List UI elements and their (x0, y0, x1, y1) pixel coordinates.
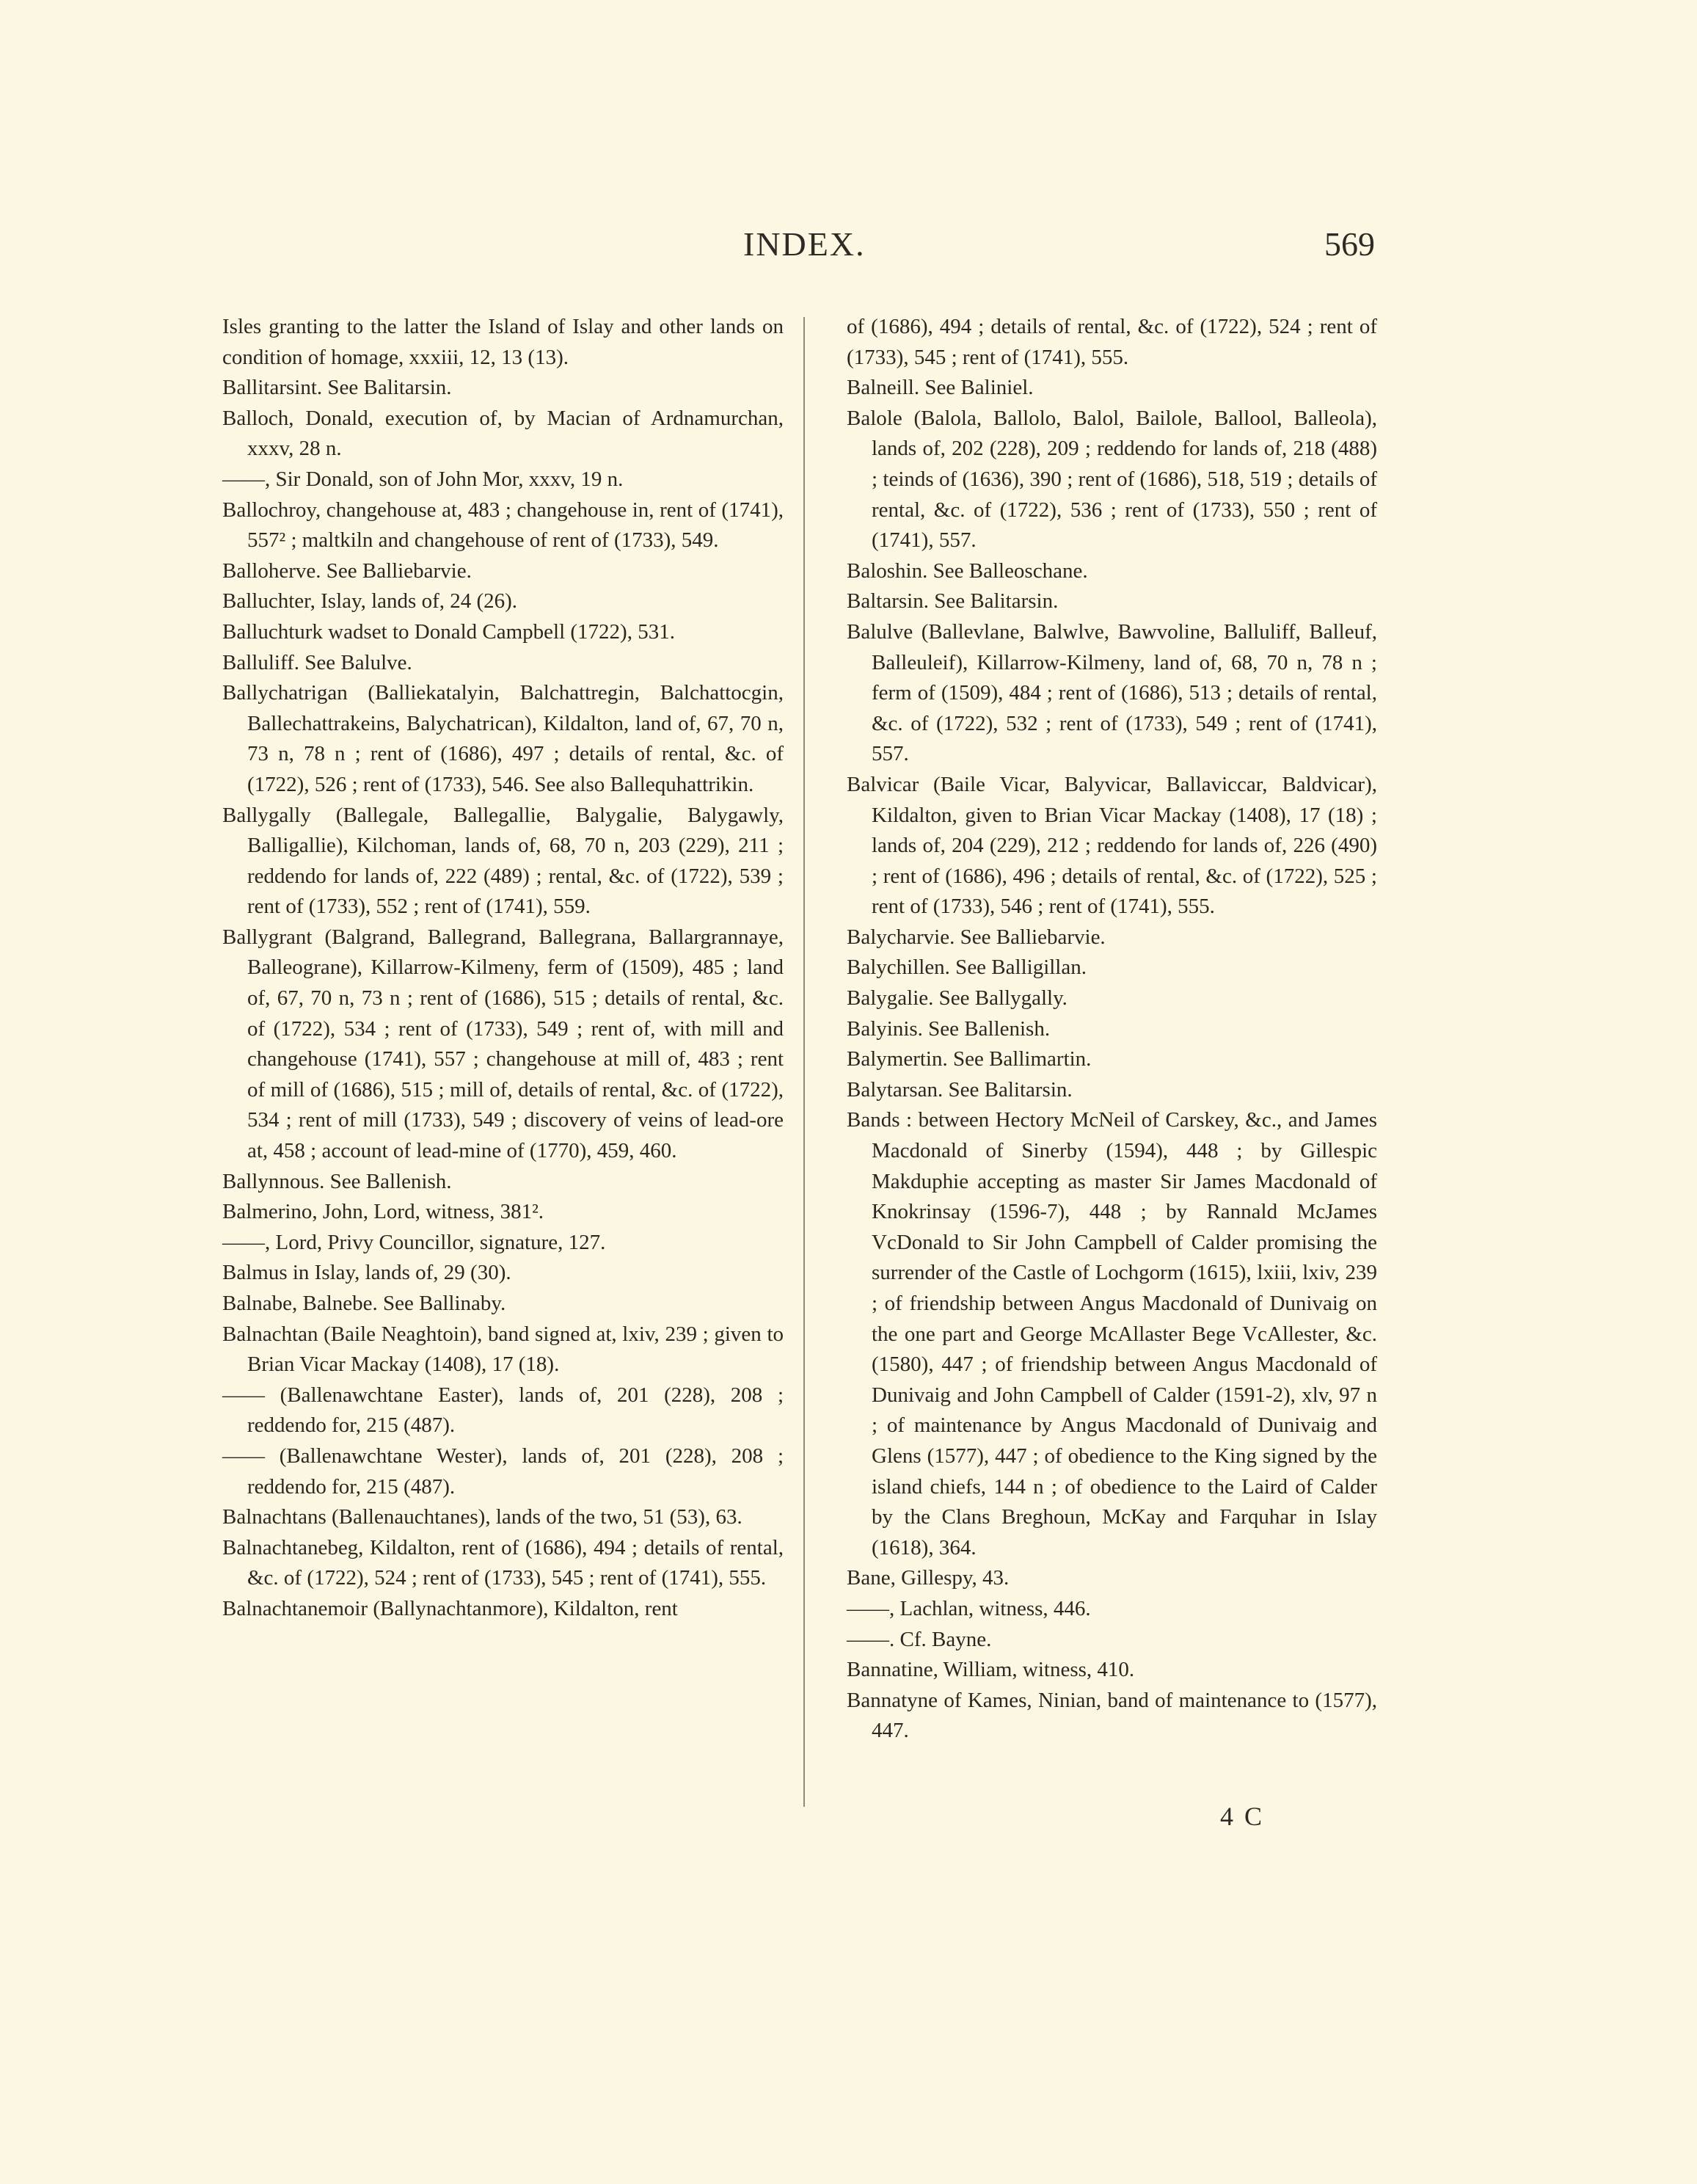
index-entry: Balnachtanemoir (Ballynachtanmore), Kildalton, rent (222, 1596, 678, 1620)
index-entry: Bane, Gillespy, 43. (847, 1566, 1010, 1590)
index-entry: Ballynnous. See Ballenish. (222, 1169, 452, 1193)
index-entry: Balychillen. See Balligillan. (847, 956, 1087, 980)
index-entry: of (1686), 494 ; details of rental, &c. of (1722), 524 ; rent of (1733), 545 ; rent of (1741), 555. (847, 315, 1377, 369)
index-entry: Baloshin. See Balleoschane. (847, 558, 1088, 583)
index-entry: Ballochroy, changehouse at, 483 ; changehouse in, rent of (1741), 557² ; maltkiln and changehouse of rent of (1733), 549. (222, 498, 784, 553)
index-entry: Bands : between Hectory McNeil of Carskey, &c., and James Macdonald of Sinerby (1594), 448 ; by Gillespic Makduphie accepting as master Sir James Macdonald of Knokrinsay (1596-7), 448 ; by Rannald McJames VcDonald to Sir John Campbell of Calder promising the surrender of the Castle of Lochgorm (1615), lxiii, lxiv, 239 ; of friendship between Angus Macdonald of Dunivaig on the one part and George McAllaster Bege VcAllester, &c. (1580), 447 ; of friendship between Angus Macdonald of Dunivaig and John Campbell of Calder (1591-2), xlv, 97 n ; of maintenance by Angus Macdonald of Dunivaig and Glens (1577), 447 ; of obedience to the King signed by the island chiefs, 144 n ; of obedience to the Laird of Calder by the Clans Breghoun, McKay and Farquhar in Islay (1618), 364. (847, 1108, 1377, 1559)
index-entry: Ballygrant (Balgrand, Ballegrand, Ballegrana, Ballargrannaye, Balleograne), Killarrow-Kilmeny, ferm of (1509), 485 ; land of, 67, 70 n, 73 n ; rent of (1686), 515 ; details of rental, &c. of (1722), 534 ; rent of (1733), 549 ; rent of, with mill and changehouse (1741), 557 ; changehouse at mill of, 483 ; rent of mill of (1686), 515 ; mill of, details of rental, &c. of (1722), 534 ; rent of mill (1733), 549 ; discovery of veins of lead-ore at, 458 ; account of lead-mine of (1770), 459, 460. (222, 925, 784, 1163)
index-entry: ——, Sir Donald, son of John Mor, xxxv, 19 n. (222, 467, 624, 491)
signature-mark: 4 C (1220, 1802, 1265, 1831)
index-entry: ——. Cf. Bayne. (847, 1627, 992, 1651)
index-entry: Baltarsin. See Balitarsin. (847, 589, 1059, 614)
index-entry: Balygalie. See Ballygally. (847, 986, 1068, 1011)
index-entry: Balmus in Islay, lands of, 29 (30). (222, 1261, 511, 1285)
index-entry: Balneill. See Baliniel. (847, 376, 1034, 400)
index-entry: Balole (Balola, Ballolo, Balol, Bailole, Ballool, Balleola), lands of, 202 (228), 209 ; reddendo for lands of, 218 (488) ; teinds of (1636), 390 ; rent of (1686), 518, 519 ; details of rental, &c. of (1722), 536 ; rent of (1733), 550 ; rent of (1741), 557. (847, 406, 1377, 553)
index-entry: Balulve (Ballevlane, Balwlve, Bawvoline, Balluliff, Balleuf, Balleuleif), Killarrow-Kilmeny, land of, 68, 70 n, 78 n ; ferm of (1509), 484 ; rent of (1686), 513 ; details of rental, &c. of (1722), 532 ; rent of (1733), 549 ; rent of (1741), 557. (847, 619, 1377, 766)
index-entry: Balluchturk wadset to Donald Campbell (1722), 531. (222, 619, 675, 644)
index-entry: Ballychatrigan (Balliekatalyin, Balchattregin, Balchattocgin, Ballechattrakeins, Balychatrican), Kildalton, land of, 67, 70 n, 73 n, 78 n ; rent of (1686), 497 ; details of rental, &c. of (1722), 526 ; rent of (1733), 546. See also Ballequhattrikin. (222, 681, 784, 796)
running-head-title: INDEX. (743, 225, 866, 263)
index-column-left (222, 312, 784, 1625)
index-entry: Balnachtanebeg, Kildalton, rent of (1686), 494 ; details of rental, &c. of (1722), 524 ; rent of (1733), 545 ; rent of (1741), 555. (222, 1535, 784, 1590)
index-entry: Balnabe, Balnebe. See Ballinaby. (222, 1292, 506, 1315)
index-entry: Balytarsan. See Balitarsin. (847, 1077, 1073, 1102)
index-entry: ——, Lord, Privy Councillor, signature, 127. (222, 1230, 606, 1254)
index-entry: Balycharvie. See Balliebarvie. (847, 925, 1106, 949)
index-entry: Ballitarsint. See Balitarsin. (222, 376, 452, 400)
index-entry: Balluchter, Islay, lands of, 24 (26). (222, 589, 518, 614)
index-entry: ——, Lachlan, witness, 446. (847, 1596, 1091, 1620)
index-entry: Ballygally (Ballegale, Ballegallie, Balygalie, Balygawly, Balligallie), Kilchoman, lands of, 68, 70 n, 203 (229), 211 ; reddendo for lands of, 222 (489) ; rental, &c. of (1722), 539 ; rent of (1733), 552 ; rent of (1741), 559. (222, 803, 784, 919)
index-entry: Balluliff. See Balulve. (222, 650, 412, 674)
index-entry: Isles granting to the latter the Island of Islay and other lands on condition of homage, xxxiii, 12, 13 (13). (222, 315, 784, 369)
index-entry: Bannatine, William, witness, 410. (847, 1658, 1135, 1682)
index-entry: —— (Ballenawchtane Wester), lands of, 201 (228), 208 ; reddendo for, 215 (487). (222, 1444, 784, 1499)
index-entry: Balnachtan (Baile Neaghtoin), band signed at, lxiv, 239 ; given to Brian Vicar Mackay (1408), 17 (18). (222, 1322, 784, 1377)
index-entry: Balymertin. See Ballimartin. (847, 1047, 1092, 1071)
index-entry: Balyinis. See Ballenish. (847, 1016, 1051, 1041)
index-entry: Balloherve. See Balliebarvie. (222, 558, 472, 583)
index-entry: Balmerino, John, Lord, witness, 381². (222, 1200, 544, 1224)
page-number: 569 (1324, 225, 1375, 263)
index-entry: Balnachtans (Ballenauchtanes), lands of the two, 51 (53), 63. (222, 1505, 742, 1529)
column-divider (803, 317, 805, 1807)
index-entry: —— (Ballenawchtane Easter), lands of, 201 (228), 208 ; reddendo for, 215 (487). (222, 1383, 784, 1438)
index-entry: Balloch, Donald, execution of, by Macian of Ardnamurchan, xxxv, 28 n. (222, 406, 784, 461)
index-column-right (847, 312, 1377, 1747)
index-entry: Balvicar (Baile Vicar, Balyvicar, Ballaviccar, Baldvicar), Kildalton, given to Brian Vicar Mackay (1408), 17 (18) ; lands of, 204 (229), 212 ; reddendo for lands of, 226 (490) ; rent of (1686), 496 ; details of rental, &c. of (1722), 525 ; rent of (1733), 546 ; rent of (1741), 555. (847, 772, 1377, 919)
index-entry: Bannatyne of Kames, Ninian, band of maintenance to (1577), 447. (847, 1688, 1377, 1743)
